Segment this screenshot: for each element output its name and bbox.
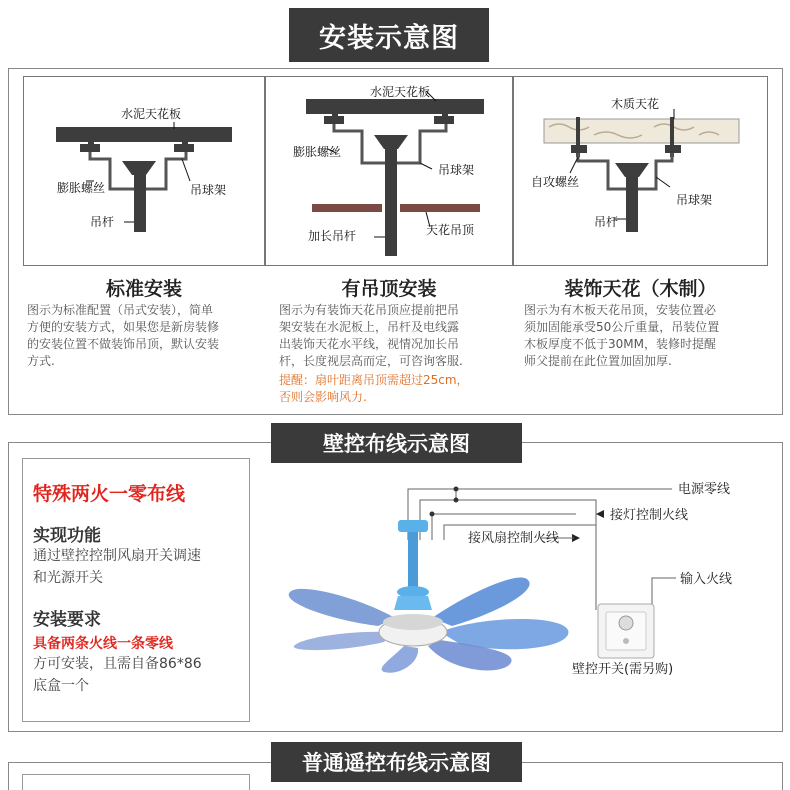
fan-blade (294, 632, 393, 650)
label-rod: 吊杆 (90, 215, 115, 229)
requirement-highlight: 具备两条火线一条零线 (33, 636, 173, 652)
drop-ceiling-heading: 有吊顶安装 (341, 278, 437, 300)
label-input-live-wire: 输入火线 (680, 572, 733, 587)
label-bracket: 吊球架 (438, 163, 475, 177)
drop-ceiling-warning: 提醒：扇叶距离吊顶需超过25cm， 否则会影响风力. (279, 373, 469, 404)
label-drop-ceiling: 天花吊顶 (426, 223, 475, 237)
label-self-tapping-screw: 自攻螺丝 (531, 175, 580, 189)
fan-blade (289, 589, 395, 626)
label-neutral-wire: 电源零线 (678, 482, 731, 497)
fan-rod (408, 532, 418, 590)
standard-install-desc: 图示为标准配置（吊式安装），简单 方便的安装方式，如果您是新房装修 的安装位置不做装饰吊顶，默认安装 方式. (27, 303, 220, 368)
special-wiring-title: 特殊两火一零布线 (33, 483, 186, 505)
arrow-light-wire (596, 510, 604, 518)
requirement-heading: 安装要求 (33, 610, 101, 630)
install-title: 安装示意图 (319, 22, 459, 54)
requirement-text: 方可安装，且需自备86*86 底盒一个 (33, 656, 202, 694)
wooden-ceiling-desc: 图示为有木板天花吊顶，安装位置必 须加固能承受50公斤重量，吊装位置 木板厚度不低于30MM，装修时提醒 师父提前在此位置加固加厚. (524, 303, 720, 368)
label-wood-ceiling: 木质天花 (611, 97, 660, 111)
label-bracket: 吊球架 (676, 193, 713, 207)
label-concrete-ceiling: 水泥天花板 (370, 85, 431, 99)
label-expansion-bolt: 膨胀螺丝 (57, 181, 106, 195)
fan-blade (432, 578, 530, 626)
label-wall-switch: 壁控开关(需另购) (572, 662, 674, 677)
label-rod: 吊杆 (594, 215, 619, 229)
fan-blade (382, 646, 418, 673)
wall-switch (598, 604, 654, 658)
label-expansion-bolt: 膨胀螺丝 (293, 145, 342, 159)
label-extended-rod: 加长吊杆 (308, 229, 357, 243)
remote-title: 普通遥控布线示意图 (302, 751, 491, 775)
label-concrete-ceiling: 水泥天花板 (121, 107, 182, 121)
wall-control-title: 壁控布线示意图 (323, 432, 470, 456)
function-heading: 实现功能 (33, 526, 101, 546)
switch-knob (619, 616, 633, 630)
function-text: 通过壁控控制风扇开关调速 和光源开关 (33, 548, 201, 586)
remote-title-banner (271, 742, 522, 782)
standard-install-heading: 标准安装 (105, 278, 182, 300)
drop-ceiling-desc: 图示为有装饰天花吊顶应提前把吊 架安装在水泥板上，吊杆及电线露 出装饰天花水平线，视情况加长吊 杆，长度视层高而定，可咨询客服. (279, 303, 463, 368)
remote-info-card (22, 774, 250, 790)
wooden-ceiling-heading: 装饰天花（木制） (564, 278, 717, 300)
label-bracket: 吊球架 (190, 183, 227, 197)
label-fan-control-wire: 接风扇控制火线 (468, 531, 560, 546)
label-light-control-wire: 接灯控制火线 (610, 508, 689, 523)
